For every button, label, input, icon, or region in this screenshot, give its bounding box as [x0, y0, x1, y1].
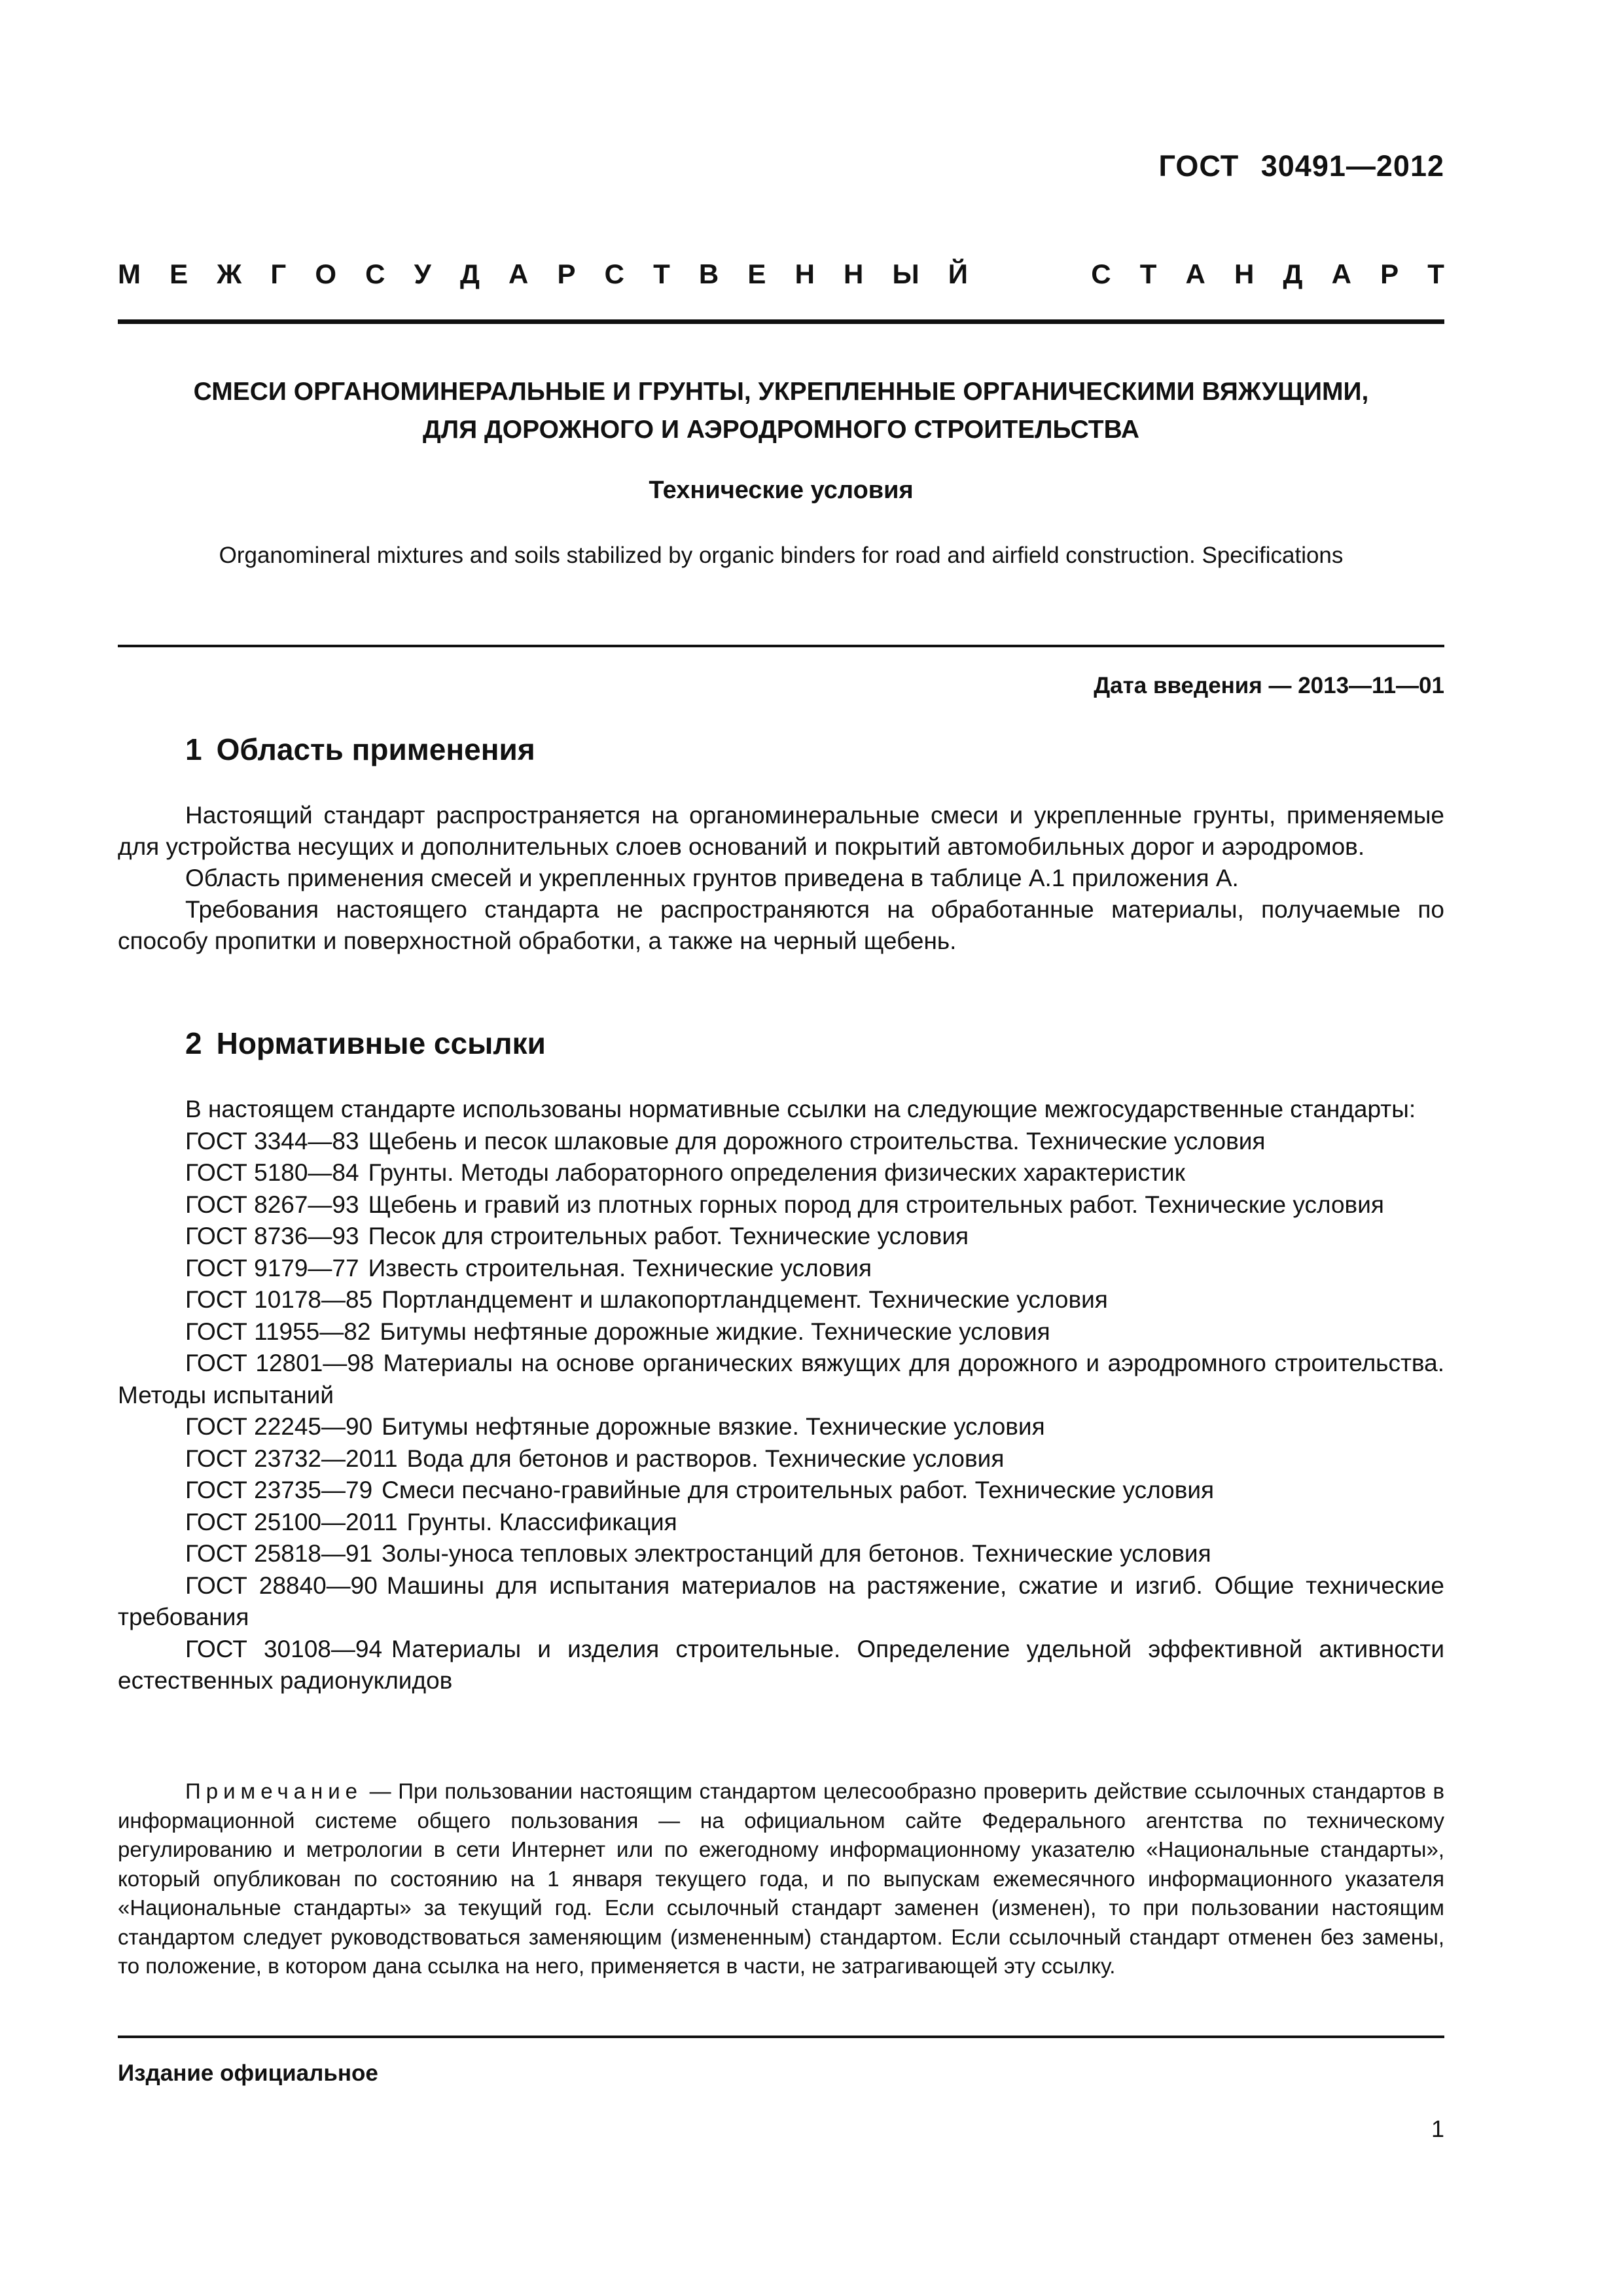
reference-item — [118, 1316, 1444, 1348]
paragraph: В настоящем стандарте использованы нормативные ссылки на следующие межгосударственные стандарты: — [185, 1096, 1416, 1122]
reference-code: ГОСТ 8736—93 — [185, 1223, 359, 1249]
reference-item — [118, 1443, 1444, 1475]
footer-divider — [118, 2036, 1444, 2038]
official-edition-label: Издание официальное — [118, 2060, 378, 2086]
interstate-letter: А — [1331, 259, 1351, 289]
interstate-letter: У — [414, 259, 431, 289]
reference-code: ГОСТ 3344—83 — [185, 1127, 359, 1155]
interstate-letter: Н — [794, 259, 815, 289]
reference-text: Материалы и изделия строительные. Определение удельной эффективной активности естественных радионуклидов — [118, 1635, 1445, 1694]
note-text: — При пользовании настоящим стандартом целесообразно проверить действие ссылочных стандартов в информационной системе общего пользования — на официальном сайте Федерального агентства по техническому регулированию и метрологии в сети Интернет или по ежегодному информационному указателю «Национальные стандарты», который опубликован по состоянию на 1 января текущего года, и по выпускам ежемесячного информационного указателя «Национальные стандарты» за текущий год. Если ссылочный стандарт заменен (изменен), то при пользовании настоящим стандартом следует руководствоваться заменяющим (измененным) стандартом. Если ссылочный стандарт отменен без замены, то положение, в котором дана ссылка на него, применяется в части, не затрагивающей эту ссылку. — [118, 1779, 1444, 1978]
interstate-letter: Ж — [217, 259, 242, 289]
reference-text: Битумы нефтяные дорожные вязкие. Технические условия — [382, 1413, 1045, 1440]
reference-code: ГОСТ 22245—90 — [185, 1413, 373, 1440]
interstate-letter: Д — [459, 259, 480, 289]
reference-code: ГОСТ 11955—82 — [185, 1318, 371, 1345]
reference-item — [118, 1189, 1444, 1221]
interstate-letter: М — [118, 259, 141, 289]
interstate-letter: Ы — [892, 259, 919, 289]
reference-text: Материалы на основе органических вяжущих для дорожного и аэродромного строительства. Методы испытаний — [118, 1350, 1444, 1408]
reference-code: ГОСТ 5180—84 — [185, 1159, 359, 1186]
normative-references — [118, 1094, 1444, 1697]
section-heading — [185, 1026, 546, 1061]
reference-code: ГОСТ 25818—91 — [185, 1540, 373, 1567]
reference-item — [118, 1284, 1444, 1316]
interstate-letter: Т — [1427, 259, 1444, 289]
reference-code: ГОСТ 28840—90 — [185, 1571, 378, 1599]
reference-item — [118, 1253, 1444, 1285]
page-number: 1 — [1431, 2115, 1444, 2142]
reference-item — [118, 1221, 1444, 1253]
interstate-letter: В — [698, 259, 719, 289]
reference-code: ГОСТ 12801—98 — [185, 1350, 374, 1376]
section-title: Область применения — [216, 732, 535, 766]
reference-item — [118, 1570, 1444, 1634]
interstate-letter: Р — [557, 259, 576, 289]
interstate-letter: С — [1091, 259, 1111, 289]
reference-text: Золы-уноса тепловых электростанций для бетонов. Технические условия — [382, 1540, 1211, 1567]
document-title — [118, 373, 1444, 449]
interstate-letter: Й — [948, 259, 968, 289]
section-heading — [185, 732, 535, 767]
section-number: 2 — [185, 1026, 202, 1060]
paragraph: Настоящий стандарт распространяется на органоминеральные смеси и укрепленные грунты, применяемые для устройства несущих и дополнительных слоев оснований и покрытий автомобильных дорог и аэродромов. — [118, 802, 1444, 860]
reference-text: Щебень и песок шлаковые для дорожного строительства. Технические условия — [368, 1127, 1266, 1155]
reference-item — [118, 1634, 1444, 1697]
reference-text: Щебень и гравий из плотных горных пород для строительных работ. Технические условия — [368, 1191, 1384, 1218]
reference-text: Известь строительная. Технические условия — [368, 1254, 872, 1282]
section-number: 1 — [185, 732, 202, 766]
interstate-letter: Н — [1234, 259, 1255, 289]
introduction-date: Дата введения — 2013—11—01 — [1094, 673, 1444, 698]
reference-code: ГОСТ 9179—77 — [185, 1254, 359, 1282]
document-subtitle: Технические условия — [649, 476, 914, 504]
note-paragraph — [118, 1777, 1444, 1981]
paragraph: Область применения смесей и укрепленных грунтов приведена в таблице А.1 приложения А. — [185, 865, 1239, 891]
interstate-letter: Е — [169, 259, 188, 289]
interstate-letter: Г — [270, 259, 287, 289]
reference-item — [118, 1126, 1444, 1158]
section-title: Нормативные ссылки — [216, 1026, 546, 1060]
reference-item — [118, 1507, 1444, 1539]
reference-item — [118, 1475, 1444, 1507]
english-title: Organomineral mixtures and soils stabilized by organic binders for road and airfield construction. Specifications — [219, 543, 1344, 568]
interstate-letter: Р — [1380, 259, 1399, 289]
note-label: Примечание — [185, 1779, 363, 1803]
interstate-standard-heading — [118, 259, 1444, 290]
reference-text: Вода для бетонов и растворов. Технические условия — [406, 1444, 1005, 1472]
reference-text: Портландцемент и шлакопортландцемент. Технические условия — [382, 1286, 1108, 1313]
interstate-letter: С — [365, 259, 385, 289]
interstate-letter: Е — [747, 259, 766, 289]
reference-text: Машины для испытания материалов на растяжение, сжатие и изгиб. Общие технические требования — [118, 1571, 1444, 1630]
paragraph: Требования настоящего стандарта не распространяются на обработанные материалы, получаемые по способу пропитки и поверхностной обработки, а также на черный щебень. — [118, 896, 1444, 954]
interstate-letter: А — [1185, 259, 1205, 289]
reference-item — [118, 1538, 1444, 1570]
reference-code: ГОСТ 25100—2011 — [185, 1508, 398, 1535]
heading-divider — [118, 319, 1444, 324]
reference-code: ГОСТ 8267—93 — [185, 1191, 359, 1218]
interstate-letter: С — [604, 259, 624, 289]
reference-code: ГОСТ 10178—85 — [185, 1286, 373, 1313]
interstate-letter: Т — [1139, 259, 1157, 289]
interstate-letter: Т — [653, 259, 670, 289]
reference-text: Смеси песчано-гравийные для строительных работ. Технические условия — [382, 1477, 1215, 1503]
reference-text: Битумы нефтяные дорожные жидкие. Технические условия — [380, 1318, 1050, 1345]
title-line: СМЕСИ ОРГАНОМИНЕРАЛЬНЫЕ И ГРУНТЫ, УКРЕПЛЕННЫЕ ОРГАНИЧЕСКИМИ ВЯЖУЩИМИ, — [193, 378, 1369, 406]
reference-code: ГОСТ 23732—2011 — [185, 1444, 398, 1472]
interstate-letter: А — [508, 259, 529, 289]
references-note — [118, 1777, 1444, 1981]
reference-text: Грунты. Методы лабораторного определения физических характеристик — [368, 1159, 1185, 1186]
reference-item — [118, 1411, 1444, 1443]
reference-text: Песок для строительных работ. Технические условия — [368, 1223, 969, 1249]
interstate-letter: Д — [1283, 259, 1303, 289]
gost-number: ГОСТ 30491—2012 — [1158, 149, 1444, 183]
interstate-letter: Н — [844, 259, 864, 289]
reference-code: ГОСТ 30108—94 — [185, 1635, 383, 1662]
section-1-body — [118, 800, 1444, 957]
reference-item — [118, 1348, 1444, 1411]
reference-item — [118, 1157, 1444, 1189]
title-divider — [118, 645, 1444, 647]
interstate-letter: О — [315, 259, 337, 289]
title-line: ДЛЯ ДОРОЖНОГО И АЭРОДРОМНОГО СТРОИТЕЛЬСТВА — [422, 416, 1139, 444]
reference-code: ГОСТ 23735—79 — [185, 1477, 373, 1503]
reference-text: Грунты. Классификация — [406, 1508, 677, 1535]
